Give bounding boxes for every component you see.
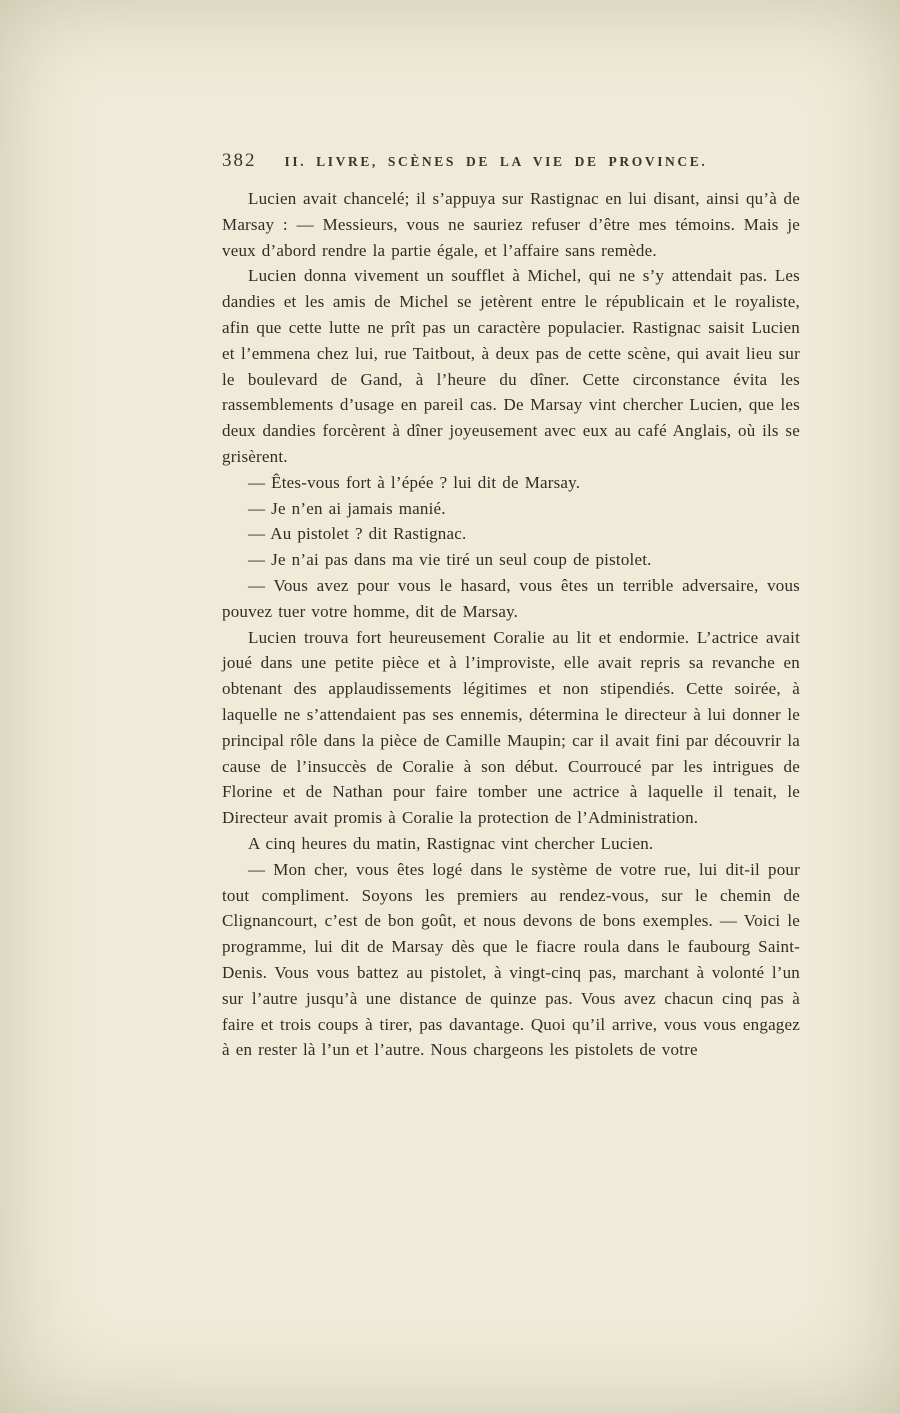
text-block: [222, 150, 800, 1063]
paragraph: — Au pistolet ? dit Rastignac.: [248, 524, 467, 544]
running-header: II. LIVRE, SCÈNES DE LA VIE DE PROVINCE.: [284, 154, 708, 169]
paragraph: A cinq heures du matin, Rastignac vint chercher Lucien.: [248, 833, 654, 853]
page-header: [222, 150, 800, 172]
paragraph: Lucien donna vivement un soufflet à Michel, qui ne s’y attendait pas. Les dandies et les amis de Michel se jetèrent entre le républicain et le royaliste, afin que cette lutte ne prît pas un caractère populacier. Rastignac saisit Lucien et l’emmena chez lui, rue Taitbout, à deux pas de cette scène, qui avait lieu sur le boulevard de Gand, à l’heure du dîner. Cette circonstance évita les rassemblements d’usage en pareil cas. De Marsay vint chercher Lucien, que les deux dandies forcèrent à dîner joyeusement avec eux au café Anglais, où ils se grisèrent.: [222, 266, 800, 466]
paragraph: — Êtes-vous fort à l’épée ? lui dit de Marsay.: [248, 472, 581, 492]
paragraph: Lucien avait chancelé; il s’appuya sur Rastignac en lui disant, ainsi qu’à de Marsay : — Messieurs, vous ne sauriez refuser d’être mes témoins. Mais je veux d’abord rendre la partie égale, et l’affaire sans remède.: [222, 189, 800, 260]
paragraph: — Je n’ai pas dans ma vie tiré un seul coup de pistolet.: [248, 550, 652, 570]
paragraph: — Mon cher, vous êtes logé dans le système de votre rue, lui dit-il pour tout compliment. Soyons les premiers au rendez-vous, sur le chemin de Clignancourt, c’est de bon goût, et nous devons de bons exemples. — Voici le programme, lui dit de Marsay dès que le fiacre roula dans le faubourg Saint-Denis. Vous vous battez au pistolet, à vingt-cinq pas, marchant à volonté l’un sur l’autre jusqu’à une distance de quinze pas. Vous avez chacun cinq pas à faire et trois coups à tirer, pas davantage. Quoi qu’il arrive, vous vous engagez à en rester là l’un et l’autre. Nous chargeons les pistolets de votre: [222, 859, 800, 1060]
page-number: 382: [222, 150, 257, 171]
paragraph: — Je n’en ai jamais manié.: [248, 498, 446, 518]
page-body: [222, 186, 800, 1063]
paragraph: Lucien trouva fort heureusement Coralie au lit et endormie. L’actrice avait joué dans une petite pièce et à l’improviste, elle avait repris sa revanche en obtenant des applaudissements légitimes et non stipendiés. Cette soirée, à laquelle ne s’attendaient pas ses ennemis, détermina le directeur à lui donner le principal rôle dans la pièce de Camille Maupin; car il avait fini par découvrir la cause de l’insuccès de Coralie à son début. Courroucé par les intrigues de Florine et de Nathan pour faire tomber une actrice à laquelle il tenait, le Directeur avait promis à Coralie la protection de l’Administration.: [222, 627, 800, 828]
paragraph: — Vous avez pour vous le hasard, vous êtes un terrible adversaire, vous pouvez tuer votre homme, dit de Marsay.: [222, 575, 800, 621]
